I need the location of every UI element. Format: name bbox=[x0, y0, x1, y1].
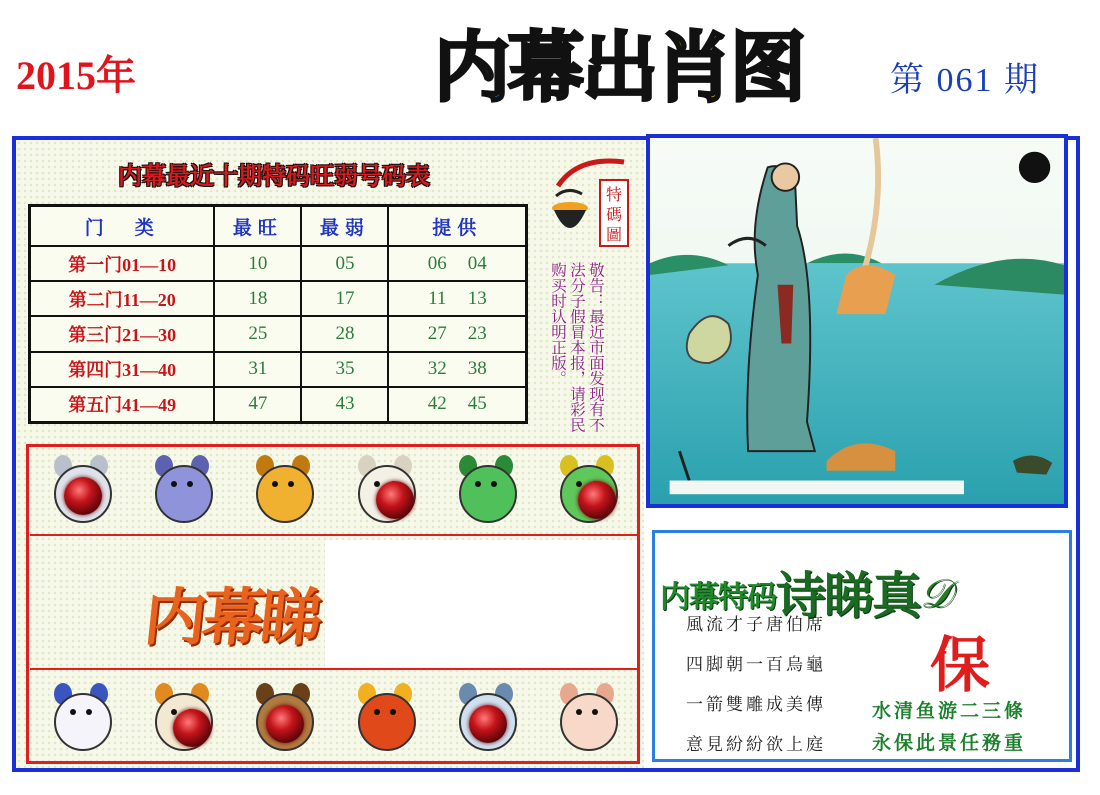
rooster-icon bbox=[346, 679, 424, 757]
logo-char: 圖 bbox=[605, 225, 623, 244]
poem-line: 一箭雙雕成美傳 bbox=[686, 695, 826, 715]
logo-char: 特 bbox=[605, 185, 623, 204]
poem-title-big: 诗睇真 bbox=[776, 567, 920, 625]
range-cell: 第五门41—49 bbox=[30, 387, 215, 423]
middle-blank bbox=[325, 540, 637, 668]
table-row bbox=[30, 246, 527, 281]
zodiac-row-bottom bbox=[30, 676, 638, 760]
provide-number: 11 bbox=[428, 287, 447, 309]
table-row bbox=[30, 281, 527, 316]
bao-character: 保 bbox=[930, 631, 990, 701]
max-cell: 25 bbox=[214, 316, 301, 351]
poem-line: 意見紛紛欲上庭 bbox=[686, 735, 826, 755]
table-row bbox=[30, 387, 527, 423]
dog-icon bbox=[447, 679, 525, 757]
provide-number: 45 bbox=[467, 393, 487, 415]
hot-cold-table bbox=[28, 204, 528, 424]
provide-cell bbox=[388, 352, 526, 387]
min-cell: 35 bbox=[301, 352, 388, 387]
column-header: 最弱 bbox=[301, 206, 388, 247]
goat-icon bbox=[143, 679, 221, 757]
provide-cell bbox=[388, 281, 526, 316]
banner-title bbox=[398, 26, 840, 110]
range-cell: 第二门11—20 bbox=[30, 281, 215, 316]
issue-number: 第 061 期 bbox=[890, 62, 1040, 99]
range-cell: 第四门31—40 bbox=[30, 352, 215, 387]
ox-icon bbox=[143, 451, 221, 529]
red-ball-mark bbox=[376, 481, 414, 519]
zodiac-row-top bbox=[30, 448, 638, 532]
table-row bbox=[30, 316, 527, 351]
moon-icon bbox=[1019, 152, 1050, 183]
max-cell: 47 bbox=[214, 387, 301, 423]
tema-logo-icon bbox=[548, 156, 632, 248]
logo-char: 碼 bbox=[605, 205, 623, 224]
rabbit-icon bbox=[346, 451, 424, 529]
provide-number: 04 bbox=[467, 252, 487, 274]
red-ball-mark bbox=[469, 705, 507, 743]
min-cell: 28 bbox=[301, 316, 388, 351]
illustration-scholar bbox=[646, 134, 1068, 508]
rat-icon bbox=[42, 451, 120, 529]
banner-text: 内幕出肖图 bbox=[434, 26, 804, 110]
monkey-icon bbox=[244, 679, 322, 757]
decorative-flourish: 𝒟 bbox=[920, 571, 951, 617]
red-ball-mark bbox=[64, 477, 102, 515]
poem-title-small: 内幕特码 bbox=[660, 580, 776, 615]
max-cell: 18 bbox=[214, 281, 301, 316]
min-cell: 43 bbox=[301, 387, 388, 423]
year-label: 2015年 bbox=[16, 53, 136, 98]
provide-cell bbox=[388, 246, 526, 281]
column-header: 最旺 bbox=[214, 206, 301, 247]
red-ball-mark bbox=[173, 709, 211, 747]
min-cell: 05 bbox=[301, 246, 388, 281]
provide-cell bbox=[388, 387, 526, 423]
provide-number: 06 bbox=[427, 252, 447, 274]
provide-number: 42 bbox=[427, 393, 447, 415]
horse-icon bbox=[42, 679, 120, 757]
slogan-line: 永保此景任務重 bbox=[872, 732, 1027, 754]
middle-heading: 内幕睇 bbox=[140, 581, 323, 654]
dragon-icon bbox=[447, 451, 525, 529]
tiger-icon bbox=[244, 451, 322, 529]
poem-line: 四脚朝一百烏龜 bbox=[686, 655, 826, 675]
max-cell: 31 bbox=[214, 352, 301, 387]
max-cell: 10 bbox=[214, 246, 301, 281]
provide-number: 13 bbox=[467, 287, 487, 309]
table-title: 内幕最近十期特码旺弱号码表 bbox=[118, 162, 430, 190]
provide-number: 23 bbox=[467, 322, 487, 344]
notice-text: 敬告：最近市面发现有不法分子假冒本报，请彩民购买时认明正版。 bbox=[549, 262, 605, 433]
slogan-line: 水清鱼游二三條 bbox=[872, 700, 1027, 722]
min-cell: 17 bbox=[301, 281, 388, 316]
provide-number: 27 bbox=[427, 322, 447, 344]
provide-number: 32 bbox=[427, 358, 447, 380]
snake-icon bbox=[548, 451, 626, 529]
table-row bbox=[30, 352, 527, 387]
table-header-row bbox=[30, 206, 527, 247]
column-header: 提供 bbox=[388, 206, 526, 247]
range-cell: 第一门01—10 bbox=[30, 246, 215, 281]
column-header: 门 类 bbox=[30, 206, 215, 247]
pig-icon bbox=[548, 679, 626, 757]
range-cell: 第三门21—30 bbox=[30, 316, 215, 351]
provide-cell bbox=[388, 316, 526, 351]
provide-number: 38 bbox=[467, 358, 487, 380]
poem-line: 風流才子唐伯席 bbox=[686, 615, 826, 635]
